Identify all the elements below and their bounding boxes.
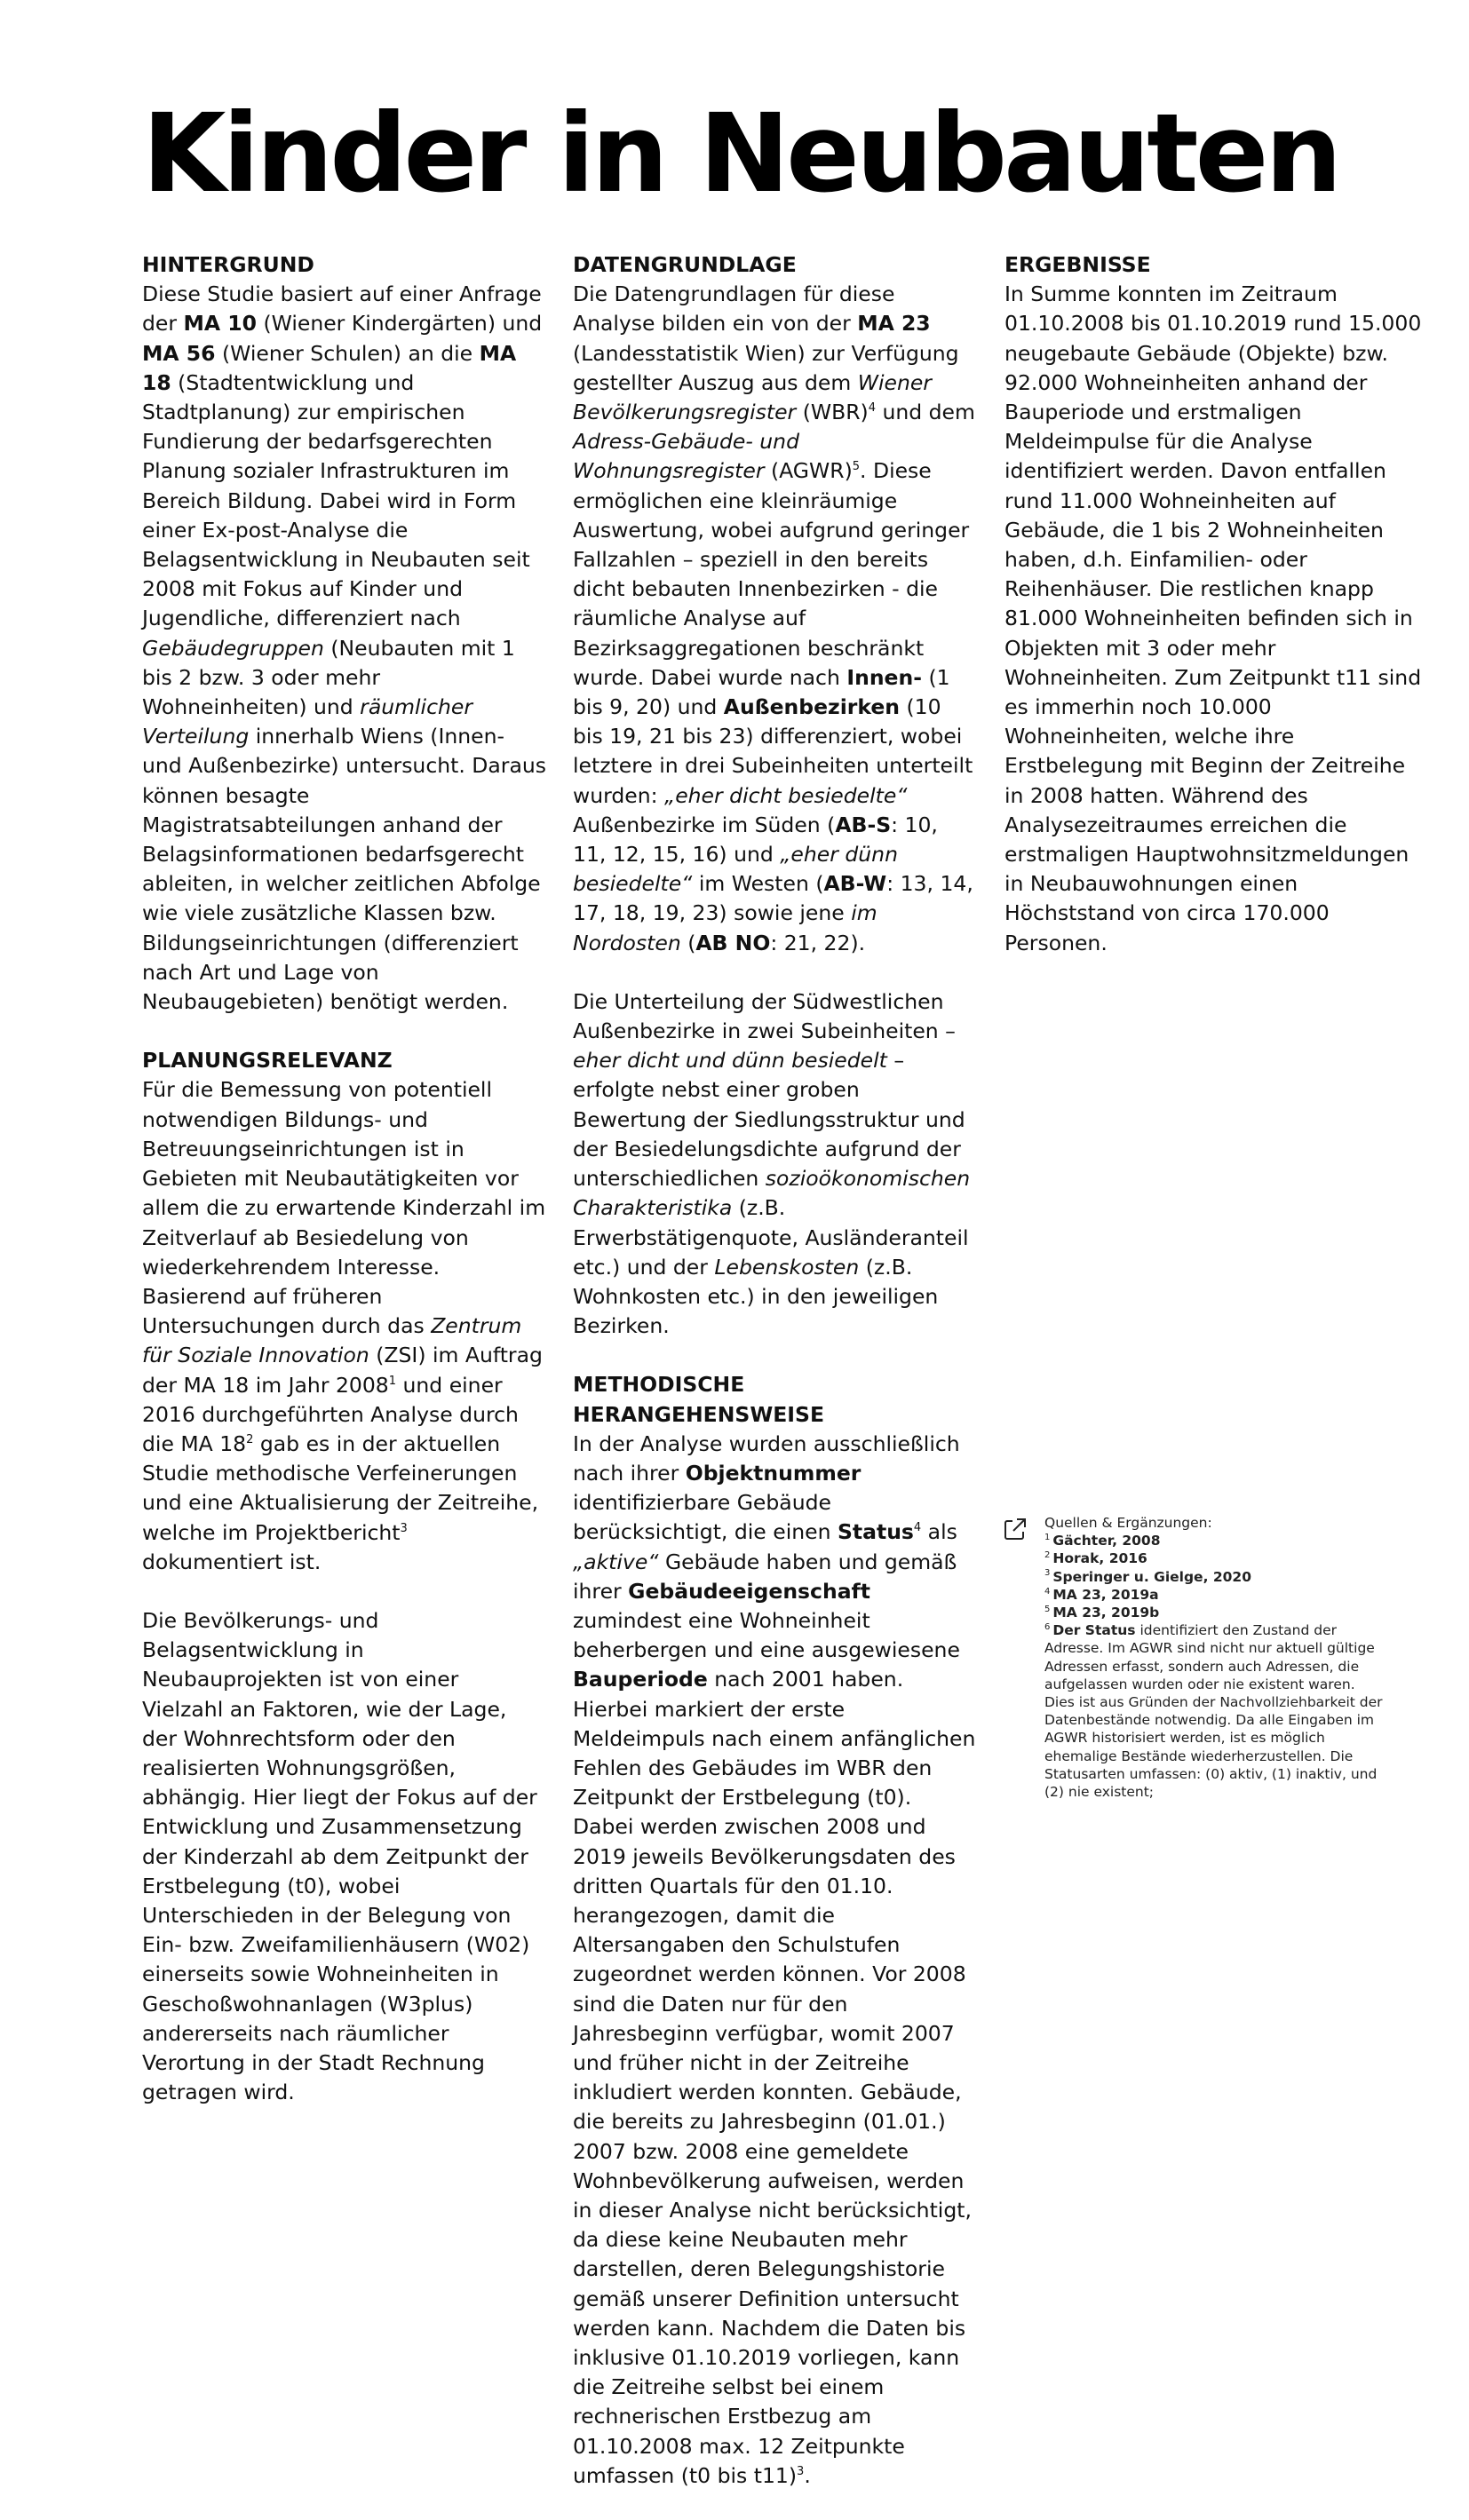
datengrundlage-heading: DATENGRUNDLAGE xyxy=(573,252,797,277)
hintergrund-text: Diese Studie basiert auf einer Anfrage der MA 10 (Wiener Kindergärten) und MA 56 (Wiener Schulen) an die MA 18 (Stadtentwicklung und Stadtplanung) zur empirischen Fundierung der bedarfsgerechten Planung sozialer Infrastrukturen im Bereich Bildung. Dabei wird in Form einer Ex-post-Analyse die Belagsentwicklung in Neubauten seit 2008 mit Fokus auf Kinder und Jugendliche, differenziert nach Gebäudegruppen (Neubauten mit 1 bis 2 bzw. 3 oder mehr Wohneinheiten) und räumlicher Verteilung innerhalb Wiens (Innen- und Außenbezirke) untersucht. Daraus können besagte Magistratsabteilungen anhand der Belagsinformationen bedarfsgerecht ableiten, in welcher zeitlichen Abfolge wie viele zusätzliche Klassen bzw. Bildungseinrichtungen (differenziert nach Art und Lage von Neubaugebieten) benötigt werden. xyxy=(142,281,546,1015)
source-text: Gächter, 2008 xyxy=(1052,1533,1161,1549)
methodik-text: In der Analyse wurden ausschließlich nach ihrer Objektnummer identifizierbare Gebäude berücksichtigt, die einen Status$^4$ als „aktive“ Gebäude haben und gemäß ihrer Gebäudeeigenschaft zumindest eine Wohneinheit beherbergen und eine ausgewiesene Bauperiode nach 2001 haben. Hierbei markiert der erste Meldeimpuls nach einem anfänglichen Fehlen des Gebäudes im WBR den Zeitpunkt der Erstbelegung (t0). Dabei werden zwischen 2008 und 2019 jeweils Bevölkerungsdaten des dritten Quartals für den 01.10. herangezogen, damit die Altersangaben den Schulstufen zugeordnet werden können. Vor 2008 sind die Daten nur für den Jahresbeginn verfügbar, womit 2007 und früher nicht in der Zeitreihe inkludiert werden konnten. Gebäude, die bereits zu Jahresbeginn (01.01.) 2007 bzw. 2008 eine gemeldete Wohnbevölkerung aufweisen, werden in dieser Analyse nicht berücksichtigt, da diese keine Neubauten mehr darstellen, deren Belegungshistorie gemäß unserer Definition untersucht werden kann. Nachdem die Daten bis inklusive 01.10.2019 vorliegen, kann die Zeitreihe selbst bei einem rechnerischen Erstbezug am 01.10.2008 max. 12 Zeitpunkte umfassen (t0 bis t11)$^3$. xyxy=(573,1430,976,2488)
source-text: MA 23, 2019a xyxy=(1052,1586,1159,1603)
source-number: 3 xyxy=(1044,1568,1051,1579)
source-note-bold: Der Status xyxy=(1052,1622,1136,1639)
ergebnisse-heading: ERGEBNISSE xyxy=(1004,252,1151,277)
source-note-text: identifiziert den Zustand der Adresse. Im AGWR sind nicht nur aktuell gültige Adressen erfasst, sondern auch Adressen, die aufgelassen wurden oder nie existent waren. Dies ist aus Gründen der Nachvollziehbarkeit der Datenbestände notwendig. Da alle Eingaben im AGWR historisiert werden, ist es möglich ehemalige Bestände wiederherzustellen. Die Statusarten umfassen: (0) aktiv, (1) inaktiv, und (2) nie existent; xyxy=(1044,1622,1383,1801)
hintergrund-heading: HINTERGRUND xyxy=(142,252,314,277)
source-item xyxy=(1044,1549,1384,1567)
source-item xyxy=(1044,1586,1384,1604)
external-link-icon[interactable] xyxy=(1002,1516,1028,1542)
page-title: Kinder in Neubauten xyxy=(142,91,1339,217)
sources-box xyxy=(1002,1514,1384,1801)
datengrundlage-paragraph-1: Die Datengrundlagen für diese Analyse bilden ein von der MA 23 (Landesstatistik Wien) zur Verfügung gestellter Auszug aus dem Wiener Bevölkerungsregister (WBR)$^4$ und dem Adress-Gebäude- und Wohnungsregister (AGWR)$^5$. Diese ermöglichen eine kleinräumige Auswertung, wobei aufgrund geringer Fallzahlen – speziell in den bereits dicht bebauten Innenbezirken - die räumliche Analyse auf Bezirksaggregationen beschränkt wurde. Dabei wurde nach Innen- (1 bis 9, 20) und Außenbezirken (10 bis 19, 21 bis 23) differenziert, wobei letztere in drei Subeinheiten unterteilt wurden: „eher dicht besiedelte“ Außenbezirke im Süden (AB-S: 10, 11, 12, 15, 16) und „eher dünn besiedelte“ im Westen (AB-W: 13, 14, 17, 18, 19, 23) sowie jene im Nordosten (AB NO: 21, 22). xyxy=(573,281,975,955)
source-list xyxy=(1044,1532,1384,1621)
planungsrelevanz-heading: PLANUNGSRELEVANZ xyxy=(142,1048,393,1074)
source-item xyxy=(1044,1532,1384,1549)
source-item xyxy=(1044,1568,1384,1586)
source-text: Speringer u. Gielge, 2020 xyxy=(1052,1568,1251,1585)
source-number: 2 xyxy=(1044,1550,1051,1561)
source-note xyxy=(1044,1621,1384,1801)
column-3 xyxy=(1004,250,1422,987)
source-number: 5 xyxy=(1044,1604,1051,1614)
column-1 xyxy=(142,250,546,2136)
methodik-heading: METHODISCHE HERANGEHENSWEISE xyxy=(573,1372,825,1427)
source-note-number: 6 xyxy=(1044,1622,1051,1633)
source-text: MA 23, 2019b xyxy=(1052,1605,1160,1621)
source-text: Horak, 2016 xyxy=(1052,1550,1147,1567)
datengrundlage-paragraph-2: Die Unterteilung der Südwestlichen Außenbezirke in zwei Subeinheiten – eher dicht und dünn besiedelt – erfolgte nebst einer groben Bewertung der Siedlungsstruktur und der Besiedelungsdichte aufgrund der unterschiedlichen sozioökonomischen Charakteristika (z.B. Erwerbstätigenquote, Ausländeranteil etc.) und der Lebenskosten (z.B. Wohnkosten etc.) in den jeweiligen Bezirken. xyxy=(573,988,971,1339)
planungsrelevanz-paragraph-2: Die Bevölkerungs- und Belagsentwicklung in Neubauprojekten ist von einer Vielzahl an Faktoren, wie der Lage, der Wohnrechtsform oder den realisierten Wohnungsgrößen, abhängig. Hier liegt der Fokus auf der Entwicklung und Zusammensetzung der Kinderzahl ab dem Zeitpunkt der Erstbelegung (t0), wobei Unterschieden in der Belegung von Ein- bzw. Zweifamilienhäusern (W02) einerseits sowie Wohneinheiten in Geschoßwohnanlagen (W3plus) andererseits nach räumlicher Verortung in der Stadt Rechnung getragen wird. xyxy=(142,1607,537,2105)
planungsrelevanz-paragraph-1: Für die Bemessung von potentiell notwendigen Bildungs- und Betreuungseinrichtungen ist in Gebieten mit Neubautätigkeiten vor allem die zu erwartende Kinderzahl im Zeitverlauf ab Besiedelung von wiederkehrendem Interesse. Basierend auf früheren Untersuchungen durch das Zentrum für Soziale Innovation (ZSI) im Auftrag der MA 18 im Jahr 2008$^1$ und einer 2016 durchgeführten Analyse durch die MA $18^2$ gab es in der aktuellen Studie methodische Verfeinerungen und eine Aktualisierung der Zeitreihe, welche im Projektbericht$^3$ dokumentiert ist. xyxy=(142,1077,546,1574)
column-2 xyxy=(573,250,977,2520)
source-number: 1 xyxy=(1044,1533,1051,1543)
source-number: 4 xyxy=(1044,1586,1051,1597)
ergebnisse-text: In Summe konnten im Zeitraum 01.10.2008 bis 01.10.2019 rund 15.000 neugebaute Gebäude (Objekte) bzw. 92.000 Wohneinheiten anhand der Bauperiode und erstmaligen Meldeimpulse für die Analyse identifiziert werden. Davon entfallen rund 11.000 Wohneinheiten auf Gebäude, die 1 bis 2 Wohneinheiten haben, d.h. Einfamilien- oder Reihenhäuser. Die restlichen knapp 81.000 Wohneinheiten befinden sich in Objekten mit 3 oder mehr Wohneinheiten. Zum Zeitpunkt t11 sind es immerhin noch 10.000 Wohneinheiten, welche ihre Erstbelegung mit Beginn der Zeitreihe in 2008 hatten. Während des Analysezeitraumes erreichen die erstmaligen Hauptwohnsitzmeldungen in Neubauwohnungen einen Höchststand von circa 170.000 Personen. xyxy=(1004,281,1422,955)
source-item xyxy=(1044,1604,1384,1621)
sources-heading: Quellen & Ergänzungen: xyxy=(1044,1515,1212,1531)
